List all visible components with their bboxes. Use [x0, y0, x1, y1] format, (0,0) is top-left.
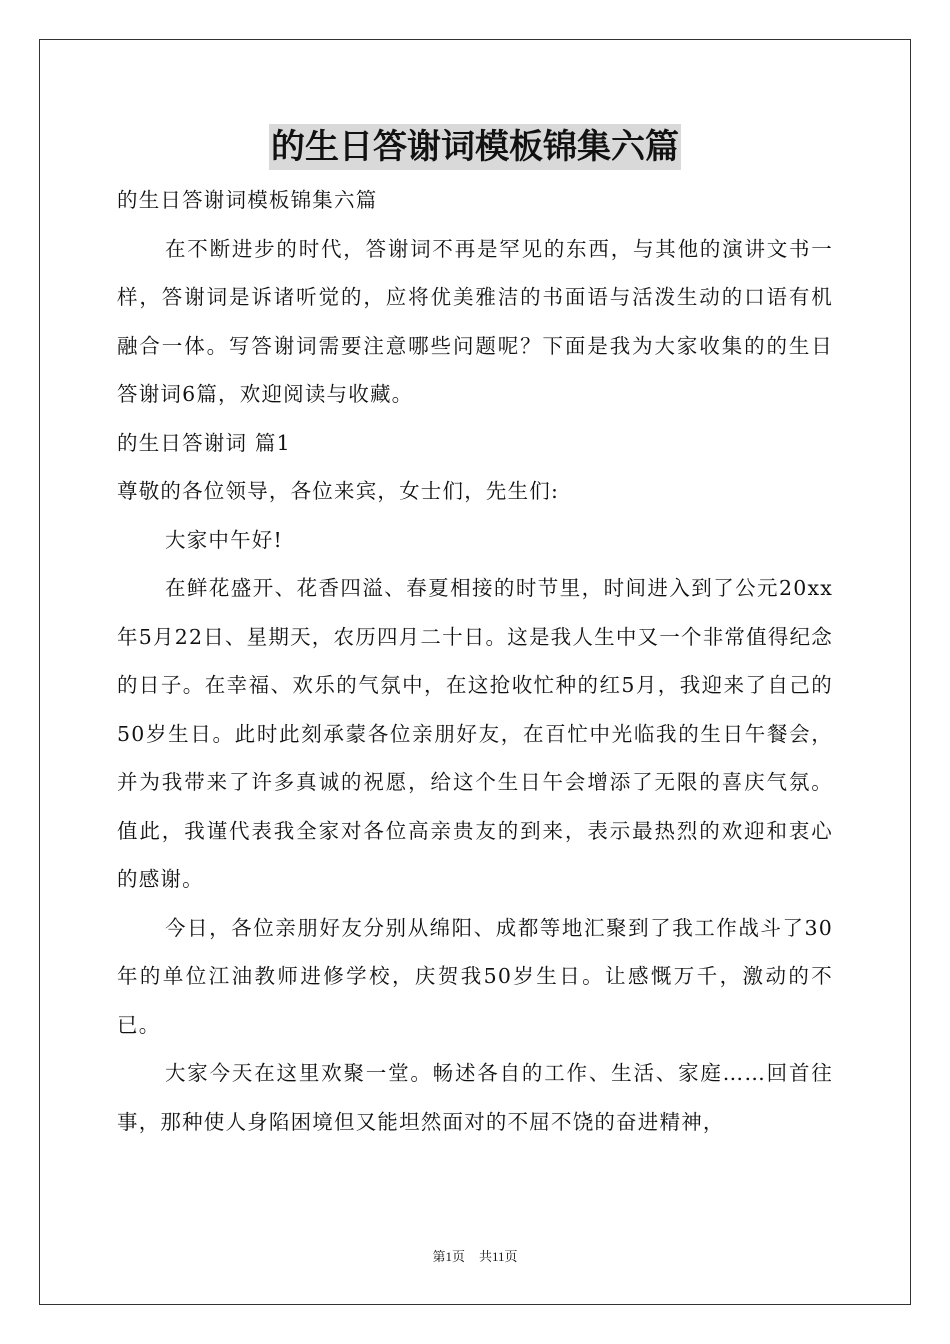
paragraph-5: 在鲜花盛开、花香四溢、春夏相接的时节里，时间进入到了公元20xx年5月22日、星期天，农历四月二十日。这是我人生中又一个非常值得纪念的日子。在幸福、欢乐的气氛中，在这抢收忙种的红5月，我迎来了自己的50岁生日。此时此刻承蒙各位亲朋好友，在百忙中光临我的生日午餐会，并为我带来了许多真诚的祝愿，给这个生日午会增添了无限的喜庆气氛。值此，我谨代表我全家对各位高亲贵友的到来，表示最热烈的欢迎和衷心的感谢。	[117, 576, 833, 891]
paragraph-3: 尊敬的各位领导，各位来宾，女士们，先生们:	[117, 479, 560, 503]
paragraph-0: 的生日答谢词模板锦集六篇	[117, 188, 378, 212]
title-container	[0, 124, 950, 170]
document-title: 的生日答谢词模板锦集六篇	[269, 124, 681, 170]
paragraph-6: 今日，各位亲朋好友分别从绵阳、成都等地汇聚到了我工作战斗了30年的单位江油教师进修学校，庆贺我50岁生日。让感慨万千，激动的不已。	[117, 915, 833, 1037]
paragraph-2: 的生日答谢词 篇1	[117, 430, 291, 455]
paragraph-4: 大家中午好!	[165, 527, 283, 552]
page-number: 第1页	[432, 1249, 465, 1264]
page-total: 共11页	[478, 1249, 518, 1264]
paragraph-7: 大家今天在这里欢聚一堂。畅述各自的工作、生活、家庭……回首往事，那种使人身陷困境但又能坦然面对的不屈不饶的奋进精神，	[117, 1061, 833, 1134]
document-body	[117, 176, 833, 1146]
paragraph-1: 在不断进步的时代，答谢词不再是罕见的东西，与其他的演讲文书一样，答谢词是诉诸听觉的，应将优美雅洁的书面语与活泼生动的口语有机融合一体。写答谢词需要注意哪些问题呢？下面是我为大家收集的的生日答谢词6篇，欢迎阅读与收藏。	[117, 236, 833, 406]
page-footer	[0, 1248, 950, 1266]
